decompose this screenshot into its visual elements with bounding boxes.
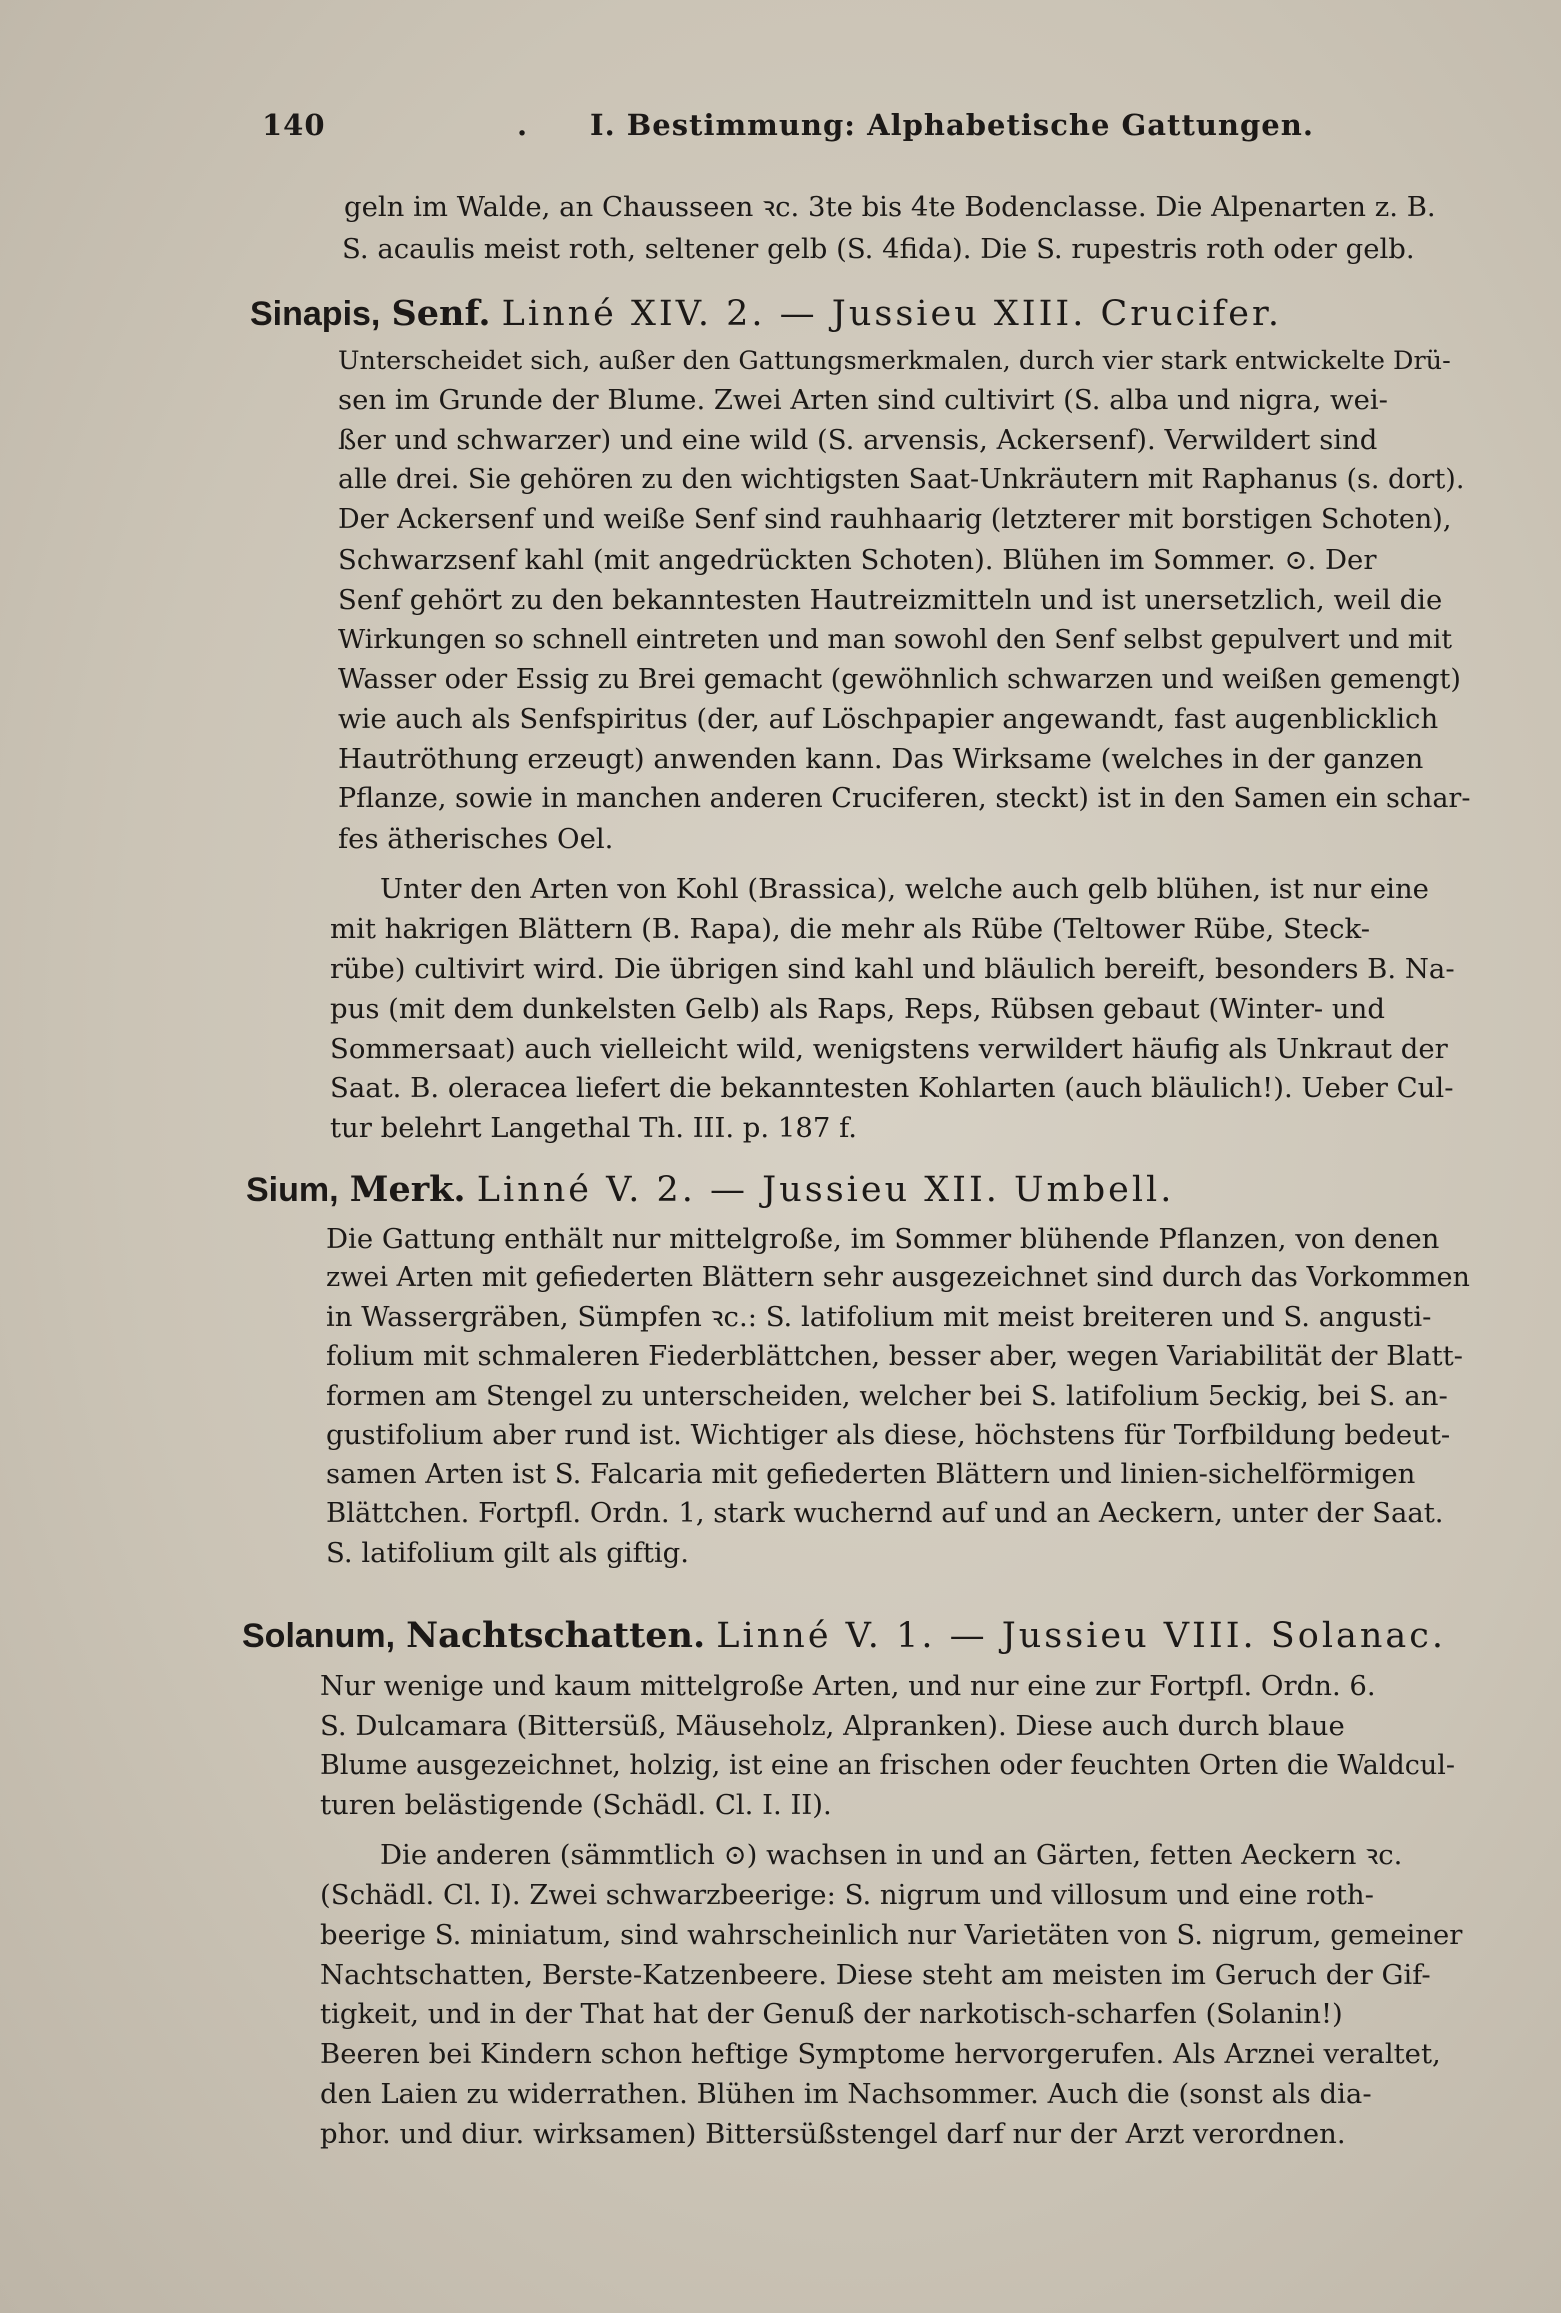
text-line: Blättchen. Fortpfl. Ordn. 1, stark wuchernd auf und an Aeckern, unter der Saat. <box>326 1497 1444 1529</box>
page-header <box>262 108 1462 154</box>
text-line: Unter den Arten von Kohl (Brassica), welche auch gelb blühen, ist nur eine <box>380 873 1429 905</box>
text-line: Wasser oder Essig zu Brei gemacht (gewöhnlich schwarzen und weißen gemengt) <box>338 664 1461 695</box>
classification: Linné V. 2. — Jussieu XII. Umbell. <box>476 1170 1175 1210</box>
text-line: in Wassergräben, Sümpfen ꝛc.: S. latifolium mit meist breiteren und S. angusti- <box>326 1301 1432 1333</box>
text-line: Die anderen (sämmtlich ⊙) wachsen in und an Gärten, fetten Aeckern ꝛc. <box>380 1839 1403 1871</box>
text-line: Nur wenige und kaum mittelgroße Arten, und nur eine zur Fortpfl. Ordn. 6. <box>320 1670 1376 1702</box>
text-line: mit hakrigen Blättern (B. Rapa), die mehr als Rübe (Teltower Rübe, Steck- <box>330 913 1371 945</box>
text-line: zwei Arten mit gefiederten Blättern sehr ausgezeichnet sind durch das Vorkommen <box>326 1262 1470 1293</box>
text-line: tigkeit, und in der That hat der Genuß der narkotisch-scharfen (Solanin!) <box>320 1998 1343 2030</box>
text-line: folium mit schmaleren Fiederblättchen, besser aber, wegen Variabilität der Blatt- <box>326 1340 1463 1372</box>
text-line: Sommersaat) auch vielleicht wild, wenigstens verwildert häufig als Unkraut der <box>330 1033 1448 1065</box>
genus-name: Sium, <box>246 1171 339 1209</box>
text-line: den Laien zu widerrathen. Blühen im Nachsommer. Auch die (sonst als dia- <box>320 2078 1372 2110</box>
text-line: sen im Grunde der Blume. Zwei Arten sind cultivirt (S. alba und nigra, wei- <box>338 384 1388 416</box>
text-line: Der Ackersenf und weiße Senf sind rauhhaarig (letzterer mit borstigen Schoten), <box>338 504 1452 535</box>
text-line: Schwarzsenf kahl (mit angedrückten Schoten). Blühen im Sommer. ⊙. Der <box>338 544 1377 576</box>
text-line: formen am Stengel zu unterscheiden, welcher bei S. latifolium 5eckig, bei S. an- <box>326 1380 1448 1412</box>
common-name: Merk. <box>349 1169 466 1210</box>
text-line: beerige S. miniatum, sind wahrscheinlich nur Varietäten von S. nigrum, gemeiner <box>320 1919 1463 1951</box>
text-line: phor. und diur. wirksamen) Bittersüßstengel darf nur der Arzt verordnen. <box>320 2118 1346 2150</box>
text-line: Wirkungen so schnell eintreten und man sowohl den Senf selbst gepulvert und mit <box>338 624 1452 655</box>
common-name: Senf. <box>391 293 491 334</box>
text-line: (Schädl. Cl. I). Zwei schwarzbeerige: S. nigrum und villosum und eine roth- <box>320 1879 1374 1911</box>
running-title: I. Bestimmung: Alphabetische Gattungen. <box>590 108 1314 142</box>
text-line: wie auch als Senfspiritus (der, auf Löschpapier angewandt, fast augenblicklich <box>338 703 1439 735</box>
text-line: pus (mit dem dunkelsten Gelb) als Raps, Reps, Rübsen gebaut (Winter- und <box>330 993 1385 1025</box>
common-name: Nachtschatten. <box>406 1615 706 1656</box>
text-line: turen belästigende (Schädl. Cl. I. II). <box>320 1789 832 1821</box>
classification: Linné V. 1. — Jussieu VIII. Solanac. <box>716 1616 1447 1656</box>
text-line: Saat. B. oleracea liefert die bekanntesten Kohlarten (auch bläulich!). Ueber Cul- <box>330 1072 1454 1104</box>
page-number: 140 <box>262 108 326 142</box>
text-line: rübe) cultivirt wird. Die übrigen sind kahl und bläulich bereift, besonders B. Na- <box>330 953 1455 985</box>
entry-heading-sium <box>246 1168 1174 1214</box>
text-line: Senf gehört zu den bekanntesten Hautreizmitteln und ist unersetzlich, weil die <box>338 584 1443 616</box>
text-line: Blume ausgezeichnet, holzig, ist eine an frischen oder feuchten Orten die Waldcul- <box>320 1750 1456 1781</box>
header-dot: . <box>517 108 529 142</box>
text-line: S. latifolium gilt als giftig. <box>326 1537 690 1569</box>
genus-name: Sinapis, <box>250 295 381 333</box>
text-line: geln im Walde, an Chausseen ꝛc. 3te bis 4te Bodenclasse. Die Alpenarten z. B. <box>344 191 1436 223</box>
classification: Linné XIV. 2. — Jussieu XIII. Crucifer. <box>501 294 1283 334</box>
text-line: alle drei. Sie gehören zu den wichtigsten Saat-Unkräutern mit Raphanus (s. dort). <box>338 464 1465 495</box>
genus-name: Solanum, <box>242 1617 396 1655</box>
text-line: ßer und schwarzer) und eine wild (S. arvensis, Ackersenf). Verwildert sind <box>338 424 1378 456</box>
text-line: Die Gattung enthält nur mittelgroße, im Sommer blühende Pflanzen, von denen <box>326 1223 1440 1255</box>
text-line: samen Arten ist S. Falcaria mit gefiederten Blättern und linien-sichelförmigen <box>326 1458 1416 1490</box>
text-line: Beeren bei Kindern schon heftige Symptome hervorgerufen. Als Arznei veraltet, <box>320 2038 1441 2070</box>
entry-heading-solanum <box>242 1614 1446 1660</box>
text-line: tur belehrt Langethal Th. III. p. 187 f. <box>330 1112 858 1144</box>
text-line: S. Dulcamara (Bittersüß, Mäuseholz, Alpranken). Diese auch durch blaue <box>320 1710 1345 1742</box>
text-line: Pflanze, sowie in manchen anderen Cruciferen, steckt) ist in den Samen ein schar- <box>338 783 1471 814</box>
entry-heading-sinapis <box>250 292 1282 338</box>
text-line: Hautröthung erzeugt) anwenden kann. Das Wirksame (welches in der ganzen <box>338 743 1424 775</box>
text-line: S. acaulis meist roth, seltener gelb (S. 4fida). Die S. rupestris roth oder gelb. <box>342 233 1415 265</box>
text-line: gustifolium aber rund ist. Wichtiger als diese, höchstens für Torfbildung bedeut- <box>326 1419 1451 1451</box>
text-line: fes ätherisches Oel. <box>338 823 614 855</box>
text-line: Unterscheidet sich, außer den Gattungsmerkmalen, durch vier stark entwickelte Drü- <box>338 346 1451 376</box>
text-line: Nachtschatten, Berste-Katzenbeere. Diese steht am meisten im Geruch der Gif- <box>320 1959 1431 1991</box>
